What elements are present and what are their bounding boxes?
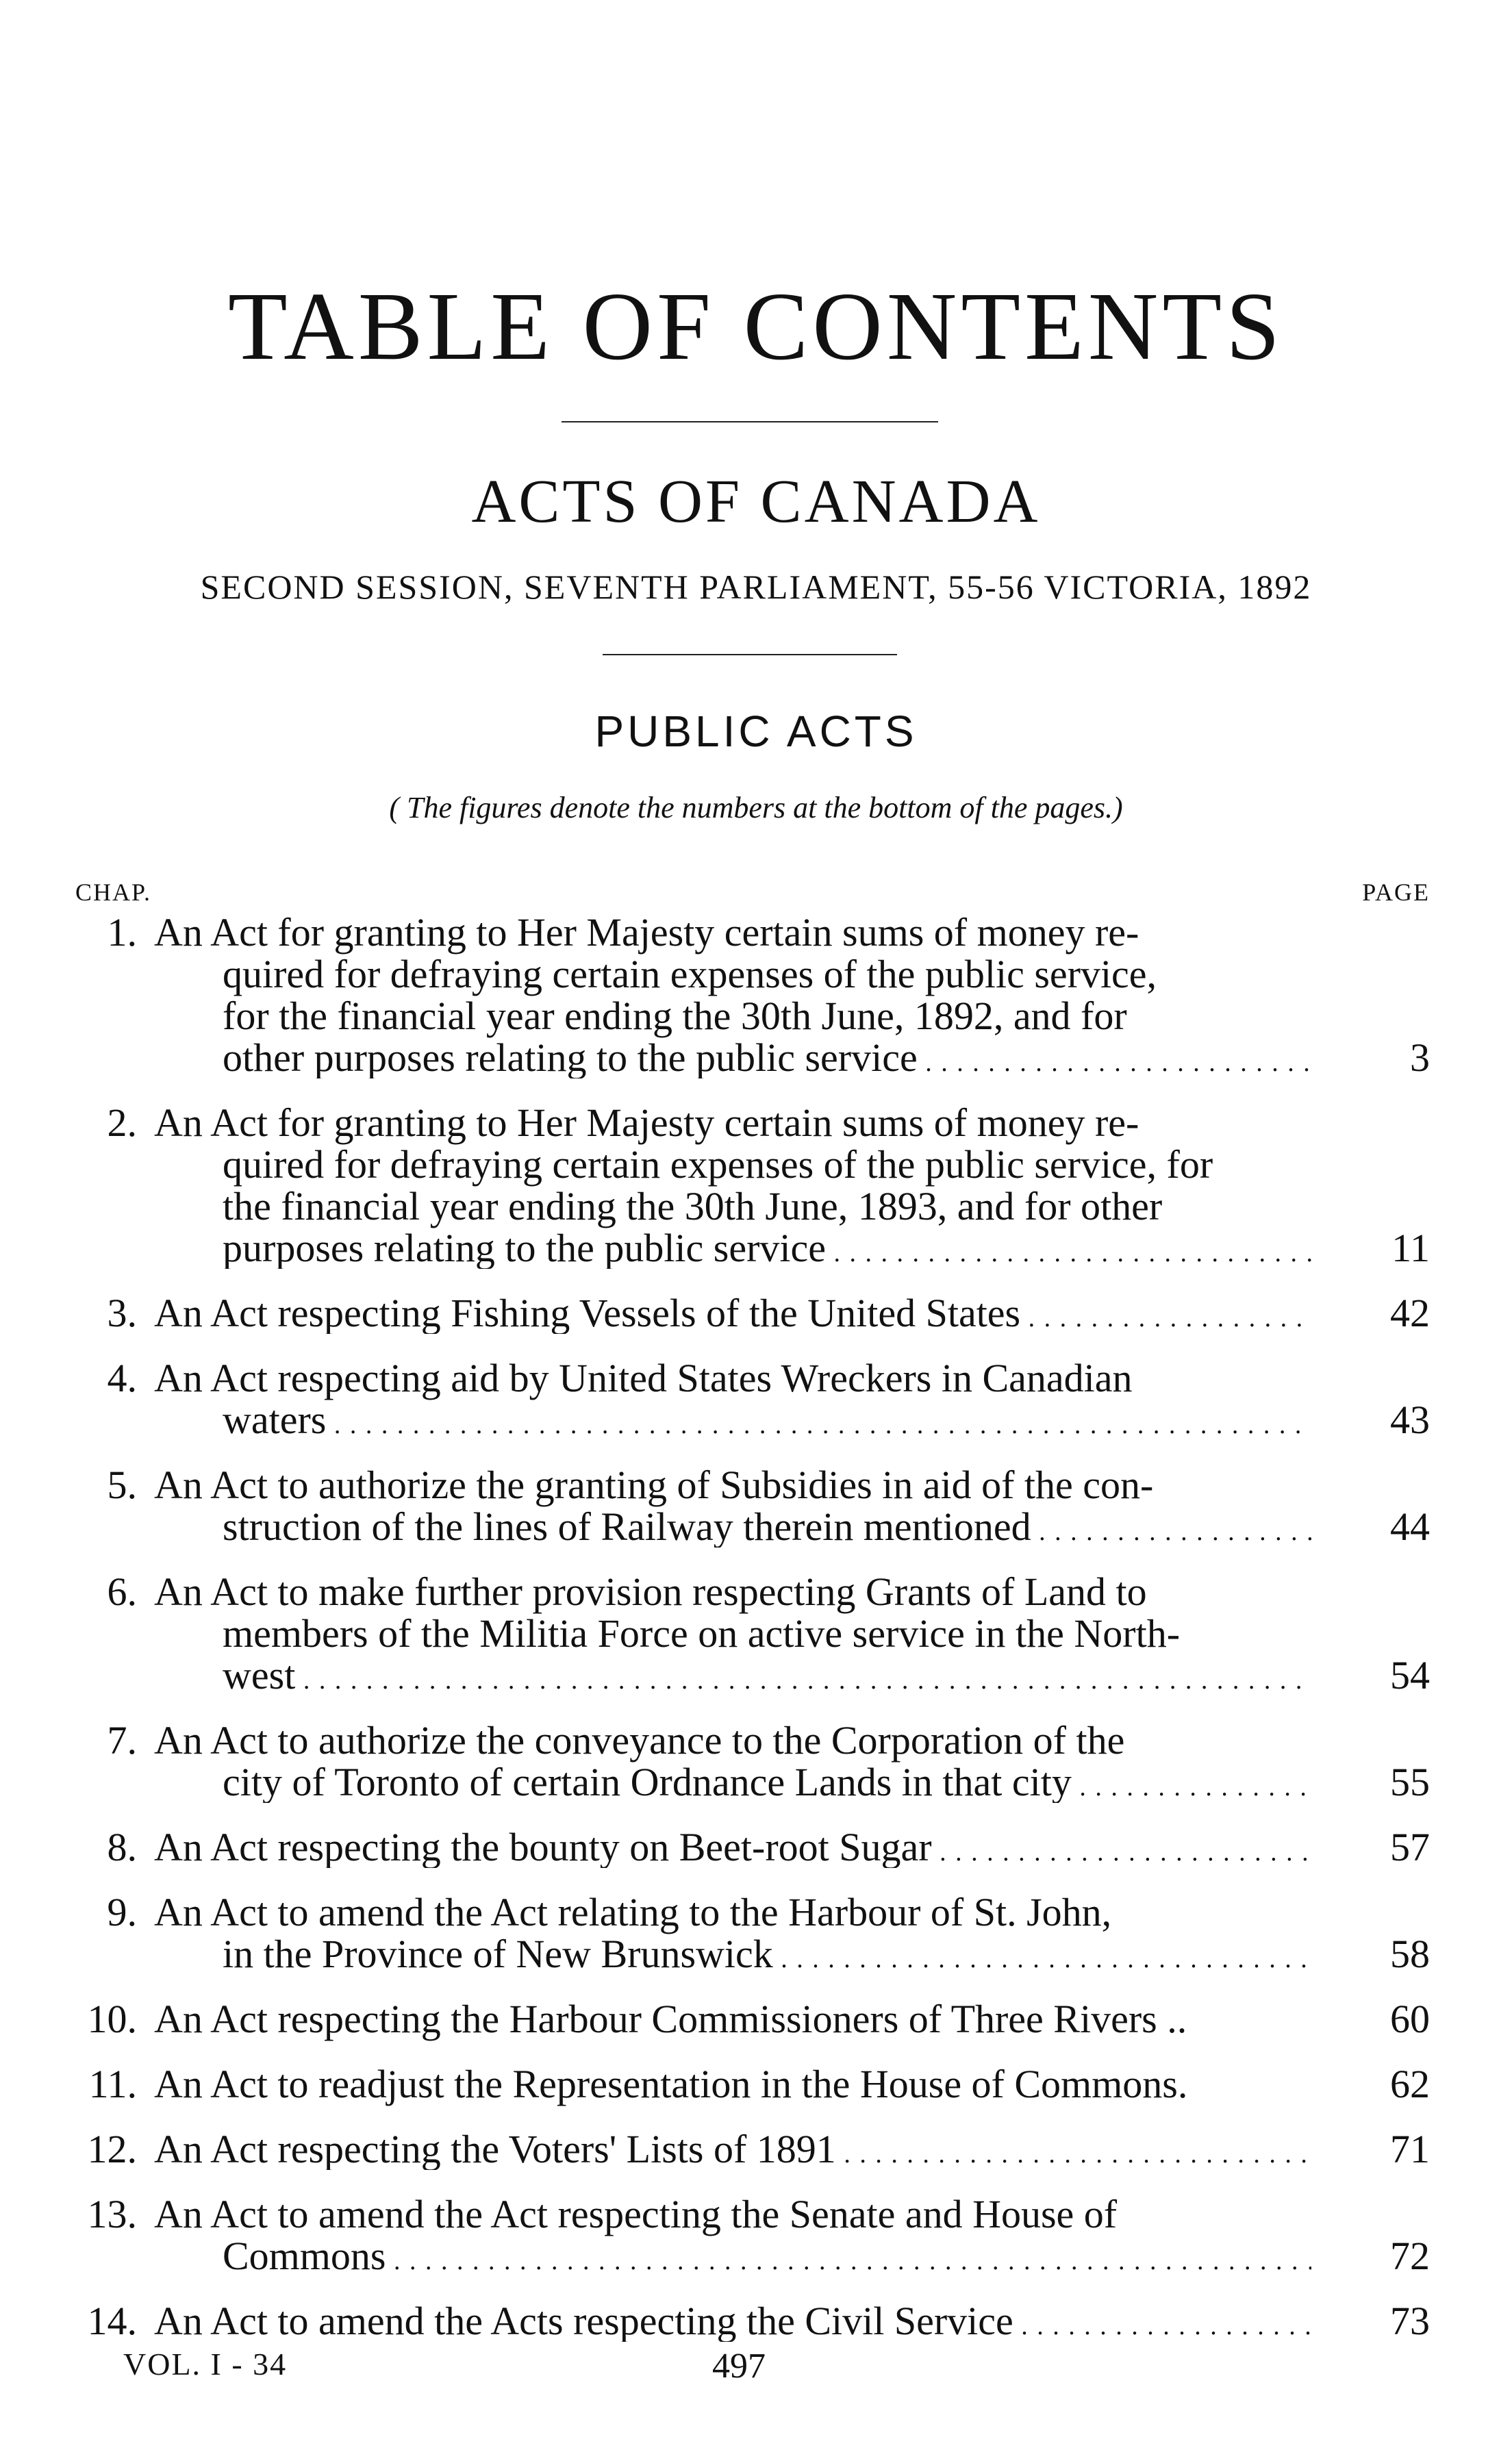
entry-title [154, 2128, 1311, 2170]
chapter-number: 12. [87, 2127, 137, 2171]
chapter-number: 6. [107, 1569, 137, 1614]
page-reference: 55 [1390, 1760, 1430, 1804]
chapter-number: 1. [107, 910, 137, 955]
entry-title [154, 2300, 1311, 2342]
entry-title-line: quired for defraying certain expenses of the public service, for [223, 1142, 1213, 1187]
entry-title-line: struction of the lines of Railway therein mentioned . . . [223, 1506, 1311, 1548]
chapter-number: 10. [87, 1997, 137, 2041]
contents-entry [0, 1102, 1512, 1269]
chapter-number: 2. [107, 1100, 137, 1145]
entry-title-line: An Act respecting the Harbour Commissioners of Three Rivers .. [154, 1997, 1187, 2041]
chapter-number: 4. [107, 1356, 137, 1400]
chapter-number: 5. [107, 1463, 137, 1507]
entry-title [154, 2193, 1311, 2277]
contents-entry [0, 1357, 1512, 1441]
page-title: TABLE OF CONTENTS [227, 272, 1285, 380]
page-column-header: PAGE [1362, 879, 1430, 906]
entry-title-line: quired for defraying certain expenses of the public service, [223, 952, 1157, 996]
entry-title [154, 1292, 1311, 1334]
entry-title [154, 1102, 1311, 1269]
entry-title-line: An Act respecting Fishing Vessels of the United States . . . [154, 1292, 1311, 1334]
page-note: ( The figures denote the numbers at the bottom of the pages.) [389, 791, 1123, 824]
contents-entry [0, 2063, 1512, 2105]
entry-title-line: for the financial year ending the 30th June, 1892, and for [223, 994, 1127, 1038]
entry-title-line: members of the Militia Force on active service in the North- [223, 1611, 1181, 1656]
entry-title [154, 1571, 1311, 1696]
chapter-column-header: CHAP. [75, 879, 152, 906]
entry-title-line: purposes relating to the public service . . . [223, 1227, 1311, 1269]
entry-title-line: An Act respecting the bounty on Beet-root Sugar . . . [154, 1826, 1311, 1868]
contents-entry [0, 1891, 1512, 1975]
entry-title [154, 1998, 1311, 2040]
entry-title [154, 1357, 1311, 1441]
entry-title-line: An Act for granting to Her Majesty certain sums of money re- [154, 1100, 1139, 1145]
page-reference: 3 [1410, 1035, 1430, 1080]
footer-page-number: 497 [712, 2347, 766, 2386]
page-reference: 60 [1390, 1997, 1430, 2041]
chapter-number: 8. [107, 1825, 137, 1869]
contents-entry [0, 1998, 1512, 2040]
entry-title-line: An Act to make further provision respecting Grants of Land to [154, 1569, 1147, 1614]
contents-entry [0, 1719, 1512, 1803]
page-reference: 57 [1390, 1825, 1430, 1869]
contents-entry [0, 1292, 1512, 1334]
entry-title [154, 1464, 1311, 1548]
divider [562, 421, 938, 422]
entry-title-line: An Act to authorize the conveyance to the Corporation of the [154, 1718, 1125, 1763]
contents-entry [0, 2193, 1512, 2277]
entry-title-line: An Act respecting the Voters' Lists of 1891 . . . [154, 2128, 1311, 2170]
entry-title [154, 2063, 1311, 2105]
entry-title-line: city of Toronto of certain Ordnance Lands in that city . . . [223, 1761, 1311, 1803]
page-reference: 11 [1391, 1226, 1430, 1270]
chapter-number: 14. [87, 2299, 137, 2343]
entry-title-line: An Act to authorize the granting of Subsidies in aid of the con- [154, 1463, 1154, 1507]
chapter-number: 13. [87, 2192, 137, 2236]
entry-title [154, 1826, 1311, 1868]
entry-title-line: waters . . . [223, 1399, 1311, 1441]
footer-volume: VOL. I - 34 [123, 2347, 288, 2382]
divider [603, 654, 897, 655]
contents-entry [0, 1571, 1512, 1696]
entry-title-line: An Act to readjust the Representation in the House of Commons. [154, 2062, 1188, 2106]
subtitle: ACTS OF CANADA [471, 468, 1041, 535]
entry-title-line: An Act to amend the Act respecting the Senate and House of [154, 2192, 1118, 2236]
chapter-number: 11. [88, 2062, 137, 2106]
chapter-number: 9. [107, 1890, 137, 1934]
page-reference: 54 [1390, 1653, 1430, 1697]
page-reference: 58 [1390, 1932, 1430, 1976]
page-reference: 62 [1390, 2062, 1430, 2106]
entry-title-line: Commons . . . [223, 2235, 1311, 2277]
entry-title-line: other purposes relating to the public service . . . [223, 1037, 1311, 1078]
entry-title-line: west . . . [223, 1654, 1311, 1696]
entry-title [154, 911, 1311, 1078]
entry-title-line: An Act respecting aid by United States Wreckers in Canadian [154, 1356, 1133, 1400]
entry-title-line: An Act for granting to Her Majesty certain sums of money re- [154, 910, 1139, 955]
page-reference: 42 [1390, 1291, 1430, 1335]
chapter-number: 3. [107, 1291, 137, 1335]
section-heading: PUBLIC ACTS [594, 707, 918, 756]
contents-entry [0, 2300, 1512, 2342]
entry-title [154, 1719, 1311, 1803]
page-reference: 72 [1390, 2234, 1430, 2278]
contents-entry [0, 1826, 1512, 1868]
chapter-number: 7. [107, 1718, 137, 1763]
page-reference: 44 [1390, 1504, 1430, 1549]
page-reference: 73 [1390, 2299, 1430, 2343]
page-reference: 43 [1390, 1398, 1430, 1442]
entry-title-line: the financial year ending the 30th June, 1893, and for other [223, 1184, 1163, 1228]
contents-list [0, 911, 1512, 2365]
entry-title-line: An Act to amend the Act relating to the Harbour of St. John, [154, 1890, 1112, 1934]
entry-title-line: in the Province of New Brunswick . . . [223, 1933, 1311, 1975]
entry-title [154, 1891, 1311, 1975]
session-line: SECOND SESSION, SEVENTH PARLIAMENT, 55-56 VICTORIA, 1892 [200, 568, 1312, 606]
contents-entry [0, 911, 1512, 1078]
contents-entry [0, 2128, 1512, 2170]
entry-title-line: An Act to amend the Acts respecting the Civil Service . . . [154, 2300, 1311, 2342]
page-reference: 71 [1390, 2127, 1430, 2171]
contents-entry [0, 1464, 1512, 1548]
